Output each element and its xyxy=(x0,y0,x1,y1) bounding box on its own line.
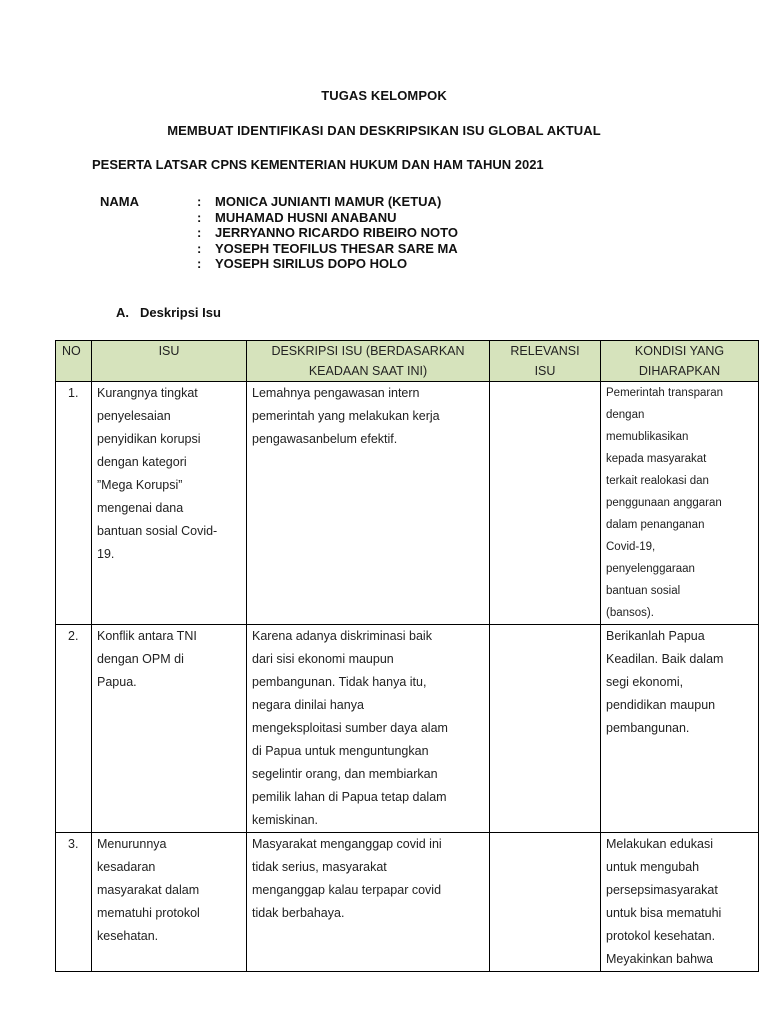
header-isu-label: ISU xyxy=(158,344,180,358)
cell-no: 2. xyxy=(56,625,92,833)
cell-deskripsi-line: tidak berbahaya. xyxy=(252,906,345,920)
member-name: JERRYANNO RICARDO RIBEIRO NOTO xyxy=(215,225,458,240)
cell-deskripsi-line: negara dinilai hanya xyxy=(252,698,364,712)
cell-relevansi xyxy=(490,382,601,625)
cell-isu-line: masyarakat dalam xyxy=(97,883,200,897)
cell-isu-line: kesadaran xyxy=(97,860,156,874)
cell-isu-line: Menurunnya xyxy=(97,837,167,851)
cell-deskripsi-line: pemilik lahan di Papua tetap dalam xyxy=(252,790,447,804)
cell-kondisi-line: kepada masyarakat xyxy=(606,453,707,465)
cell-kondisi-line: untuk mengubah xyxy=(606,860,700,874)
header-relevansi-line: RELEVANSI xyxy=(510,344,580,358)
cell-deskripsi-line: tidak serius, masyarakat xyxy=(252,860,387,874)
cell-deskripsi-line: dari sisi ekonomi maupun xyxy=(252,652,394,666)
cell-relevansi xyxy=(490,833,601,972)
section-letter: A. xyxy=(116,305,129,320)
header-deskripsi-line: KEADAAN SAAT INI) xyxy=(308,364,428,378)
cell-deskripsi-line: Masyarakat menganggap covid ini xyxy=(252,837,442,851)
member-name: MUHAMAD HUSNI ANABANU xyxy=(215,209,397,225)
cell-kondisi-line: Keadilan. Baik dalam xyxy=(606,652,724,666)
table-row xyxy=(56,833,759,972)
member-row xyxy=(197,225,458,241)
colon: : xyxy=(197,209,202,225)
cell-kondisi-line: dalam penanganan xyxy=(606,519,705,531)
cell-isu-line: bantuan sosial Covid- xyxy=(97,524,218,538)
cell-no: 1. xyxy=(56,382,92,625)
member-row xyxy=(197,256,458,272)
header-relevansi xyxy=(490,341,601,382)
cell-isu-line: Papua. xyxy=(97,675,137,689)
member-row xyxy=(197,194,458,210)
cell-kondisi-line: untuk bisa mematuhi xyxy=(606,906,722,920)
cell-isu-line: penyelesaian xyxy=(97,409,171,423)
cell-kondisi-line: Melakukan edukasi xyxy=(606,837,714,851)
header-kondisi xyxy=(601,341,759,382)
cell-isu-line: mengenai dana xyxy=(97,501,184,515)
cell-deskripsi-line: Lemahnya pengawasan intern xyxy=(252,386,420,400)
cell-kondisi-line: protokol kesehatan. xyxy=(606,929,716,943)
member-name: MONICA JUNIANTI MAMUR (KETUA) xyxy=(215,194,442,209)
cell-kondisi-line: pendidikan maupun xyxy=(606,698,716,712)
member-list xyxy=(197,194,458,272)
cell-kondisi xyxy=(601,833,759,972)
table-row xyxy=(56,625,759,833)
colon: : xyxy=(197,240,202,256)
cell-deskripsi-line: pengawasanbelum efektif. xyxy=(252,432,398,446)
cell-isu xyxy=(92,833,247,972)
cell-kondisi-line: Berikanlah Papua xyxy=(606,629,705,643)
cell-isu-line: Konflik antara TNI xyxy=(97,629,197,643)
cell-kondisi-line: Covid-19, xyxy=(606,541,656,553)
cell-kondisi-line: penggunaan anggaran xyxy=(606,497,722,509)
cell-deskripsi-line: Karena adanya diskriminasi baik xyxy=(252,629,432,643)
cell-isu-line: ”Mega Korupsi” xyxy=(97,478,183,492)
cell-kondisi-line: penyelenggaraan xyxy=(606,563,695,575)
document-subtitle: MEMBUAT IDENTIFIKASI DAN DESKRIPSIKAN ISU GLOBAL AKTUAL xyxy=(167,123,601,138)
colon: : xyxy=(197,225,202,240)
header-no-label: NO xyxy=(62,344,81,358)
cell-isu-line: dengan OPM di xyxy=(97,652,184,666)
cell-kondisi-line: terkait realokasi dan xyxy=(606,475,709,487)
colon: : xyxy=(197,256,202,271)
cell-relevansi xyxy=(490,625,601,833)
header-no xyxy=(56,341,92,382)
cell-deskripsi-line: mengeksploitasi sumber daya alam xyxy=(252,721,448,735)
cell-deskripsi-line: kemiskinan. xyxy=(252,813,318,827)
cell-deskripsi-line: di Papua untuk menguntungkan xyxy=(252,744,429,758)
cell-kondisi-line: persepsimasyarakat xyxy=(606,883,718,897)
section-heading xyxy=(116,305,221,320)
cell-kondisi-line: segi ekonomi, xyxy=(606,675,684,689)
cell-isu xyxy=(92,625,247,833)
cell-deskripsi-line: pembangunan. Tidak hanya itu, xyxy=(252,675,427,689)
member-name: YOSEPH SIRILUS DOPO HOLO xyxy=(215,256,408,271)
cell-kondisi-line: pembangunan. xyxy=(606,721,690,735)
cell-deskripsi xyxy=(247,625,490,833)
header-relevansi-line: ISU xyxy=(534,364,556,378)
header-deskripsi xyxy=(247,341,490,382)
cell-deskripsi xyxy=(247,382,490,625)
nama-label: NAMA xyxy=(100,194,139,209)
cell-isu-line: 19. xyxy=(97,547,115,561)
cell-kondisi-line: Meyakinkan bahwa xyxy=(606,952,714,966)
cell-kondisi-line: (bansos). xyxy=(606,607,654,619)
member-row xyxy=(197,241,458,257)
cell-kondisi xyxy=(601,625,759,833)
participants-line: PESERTA LATSAR CPNS KEMENTERIAN HUKUM DAN HAM TAHUN 2021 xyxy=(92,157,544,172)
cell-kondisi-line: dengan xyxy=(606,409,645,421)
member-name: YOSEPH TEOFILUS THESAR SARE MA xyxy=(215,240,458,256)
cell-kondisi-line: Pemerintah transparan xyxy=(606,387,723,399)
cell-isu-line: dengan kategori xyxy=(97,455,187,469)
document-title: TUGAS KELOMPOK xyxy=(321,88,447,103)
header-kondisi-line: KONDISI YANG xyxy=(634,344,725,358)
cell-deskripsi-line: pemerintah yang melakukan kerja xyxy=(252,409,440,423)
cell-deskripsi-line: segelintir orang, dan membiarkan xyxy=(252,767,438,781)
cell-no: 3. xyxy=(56,833,92,972)
cell-isu-line: penyidikan korupsi xyxy=(97,432,201,446)
issue-table xyxy=(55,340,759,972)
table-header-row xyxy=(56,341,759,382)
member-row xyxy=(197,210,458,226)
cell-kondisi-line: bantuan sosial xyxy=(606,585,681,597)
cell-isu-line: kesehatan. xyxy=(97,929,159,943)
header-kondisi-line: DIHARAPKAN xyxy=(638,364,721,378)
header-isu xyxy=(92,341,247,382)
table-row xyxy=(56,382,759,625)
section-title: Deskripsi Isu xyxy=(140,305,221,320)
cell-isu-line: Kurangnya tingkat xyxy=(97,386,198,400)
cell-isu xyxy=(92,382,247,625)
header-deskripsi-line: DESKRIPSI ISU (BERDASARKAN xyxy=(271,344,465,358)
cell-isu-line: mematuhi protokol xyxy=(97,906,200,920)
cell-deskripsi xyxy=(247,833,490,972)
cell-deskripsi-line: menganggap kalau terpapar covid xyxy=(252,883,442,897)
cell-kondisi-line: memublikasikan xyxy=(606,431,689,443)
colon: : xyxy=(197,194,202,209)
cell-kondisi xyxy=(601,382,759,625)
